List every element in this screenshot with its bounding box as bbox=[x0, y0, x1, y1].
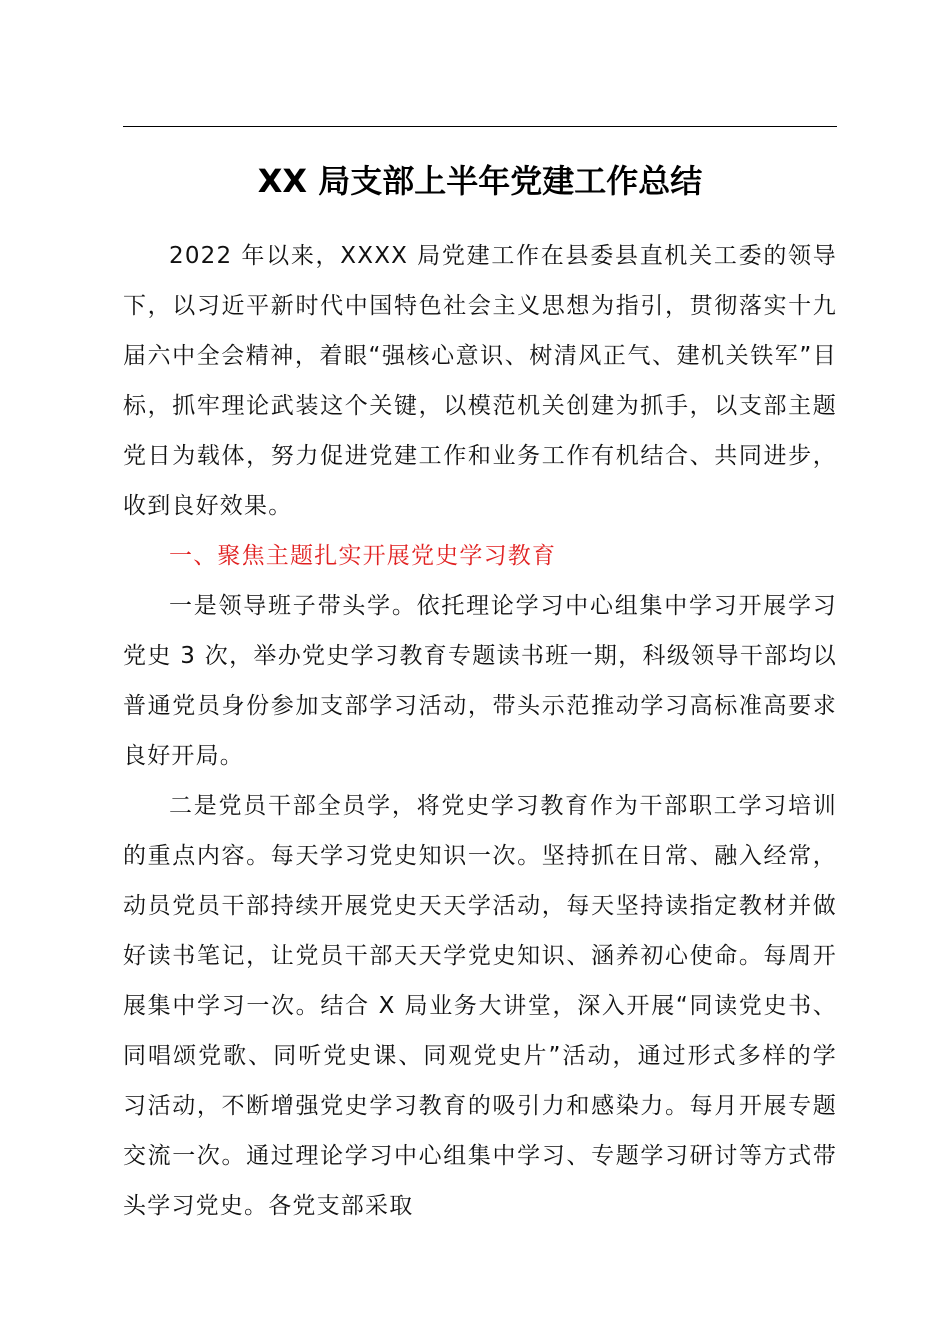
section-heading-1: 一、聚焦主题扎实开展党史学习教育 bbox=[169, 543, 557, 569]
intro-paragraph: 2022 年以来，XXXX 局党建工作在县委县直机关工委的领导下，以习近平新时代中国特色社会主义思想为指引，贯彻落实十九届六中全会精神，着眼“强核心意识、树清风正气、建机关铁军”目标，抓牢理论武装这个关键，以模范机关创建为抓手，以支部主题党日为载体，努力促进党建工作和业务工作有机结合、共同进步，收到良好效果。 bbox=[123, 243, 837, 519]
point-paragraph-2: 二是党员干部全员学，将党史学习教育作为干部职工学习培训的重点内容。每天学习党史知识一次。坚持抓在日常、融入经常，动员党员干部持续开展党史天天学活动，每天坚持读指定教材并做好读书笔记，让党员干部天天学党史知识、涵养初心使命。每周开展集中学习一次。结合 X 局业务大讲堂，深入开展“同读党史书、同唱颂党歌、同听党史课、同观党史片”活动，通过形式多样的学习活动，不断增强党史学习教育的吸引力和感染力。每月开展专题交流一次。通过理论学习中心组集中学习、专题学习研讨等方式带头学习党史。各党支部采取 bbox=[123, 793, 837, 1219]
point-paragraph-1: 一是领导班子带头学。依托理论学习中心组集中学习开展学习党史 3 次，举办党史学习教育专题读书班一期，科级领导干部均以普通党员身份参加支部学习活动，带头示范推动学习高标准高要求良好开局。 bbox=[123, 593, 837, 769]
header-rule bbox=[123, 126, 837, 127]
document-body bbox=[123, 231, 837, 1231]
document-title: XX 局支部上半年党建工作总结 bbox=[257, 162, 703, 200]
